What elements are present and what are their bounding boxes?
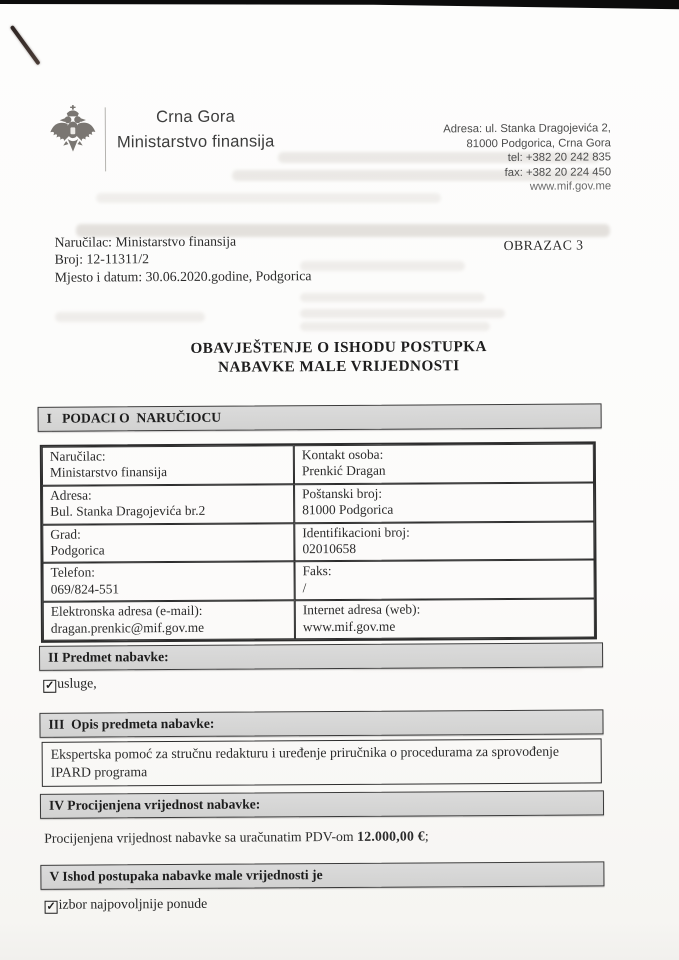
cell-label: Poštanski broj: <box>302 485 383 502</box>
cell-value: Prenkić Dragan <box>301 463 386 479</box>
meta-narucilac: Naručilac: Ministarstvo finansija <box>54 233 237 250</box>
section-heading-podaci-o-naruciocu: I PODACI O NARUČIOCU <box>38 403 602 431</box>
contact-address-line: Adresa: ul. Stanka Dragojevića 2, <box>443 122 611 136</box>
section-heading-opis-predmeta: III Opis predmeta nabavke: <box>39 709 603 737</box>
cell-postanski-broj <box>294 482 594 523</box>
subject-description-box: Ekspertska pomoć za stručnu redakturu i uređenje priručnika o procedurama za sprovođenje IPARD programa <box>42 738 602 786</box>
section-heading-predmet-nabavke: II Predmet nabavke: <box>39 642 603 670</box>
title-line-2: NABAVKE MALE VRIJEDNOSTI <box>218 357 460 376</box>
cell-label: Telefon: <box>50 564 96 581</box>
document-title <box>0 336 678 378</box>
cell-grad <box>42 523 294 563</box>
title-line-1: OBAVJEŠTENJE O ISHODU POSTUPKA <box>190 338 487 357</box>
cell-label: Grad: <box>50 526 81 542</box>
cell-value: Podgorica <box>50 542 105 558</box>
org-ministry: Ministarstvo finansija <box>116 132 275 152</box>
cell-label: Internet adresa (web): <box>302 601 421 618</box>
estimated-value-line <box>44 828 429 846</box>
procurement-subject-option <box>43 675 97 692</box>
checked-checkbox-icon: ✓ <box>45 679 55 692</box>
cell-value: 02010658 <box>302 540 357 557</box>
document-meta <box>54 232 311 285</box>
cell-label: Identifikacioni broj: <box>302 524 410 540</box>
meta-broj: Broj: 12-11311/2 <box>54 251 150 268</box>
contact-website: www.mif.gov.me <box>529 180 612 194</box>
cell-value: / <box>302 580 307 596</box>
cell-label: Faks: <box>302 563 332 579</box>
contact-tel: tel: +382 20 242 835 <box>507 151 612 165</box>
letterhead-contact <box>443 121 611 195</box>
option-label-usluge: usluge, <box>57 675 97 691</box>
cell-label: Kontakt osoba: <box>301 446 384 463</box>
org-country: Crna Gora <box>156 107 236 127</box>
cell-adresa <box>42 484 294 524</box>
cell-faks <box>294 560 594 601</box>
cell-email <box>43 601 295 641</box>
contact-city-line: 81000 Podgorica, Crna Gora <box>466 136 611 150</box>
estimated-value-amount: 12.000,00 € <box>357 828 425 844</box>
cell-value: Ministarstvo finansija <box>49 464 168 481</box>
contact-fax: fax: +382 20 224 450 <box>504 166 612 179</box>
cell-value: dragan.prenkic@mif.gov.me <box>50 619 205 636</box>
form-code-label: OBRAZAC 3 <box>503 237 584 253</box>
buyer-info-table <box>40 441 597 642</box>
cell-value: www.mif.gov.me <box>302 618 396 634</box>
cell-narucilac <box>42 445 294 485</box>
cell-label: Naručilac: <box>49 448 106 464</box>
section-heading-procijenjena-vrijednost: IV Procijenjena vrijednost nabavke: <box>40 790 604 818</box>
meta-mjesto-datum: Mjesto i datum: 30.06.2020.godine, Podgorica <box>54 267 312 285</box>
estimated-value-suffix: ; <box>424 828 429 844</box>
letterhead-divider <box>105 107 106 171</box>
coat-of-arms-icon <box>49 103 97 163</box>
cell-web <box>295 599 595 640</box>
cell-value: 81000 Podgorica <box>302 501 394 518</box>
cell-identifikacioni-broj <box>294 521 594 562</box>
cell-kontakt-osoba <box>294 443 594 484</box>
checked-checkbox-icon: ✓ <box>46 900 56 913</box>
cell-telefon <box>43 562 295 602</box>
estimated-value-text: Procijenjena vrijednost nabavke sa uračunatim PDV-om <box>44 828 358 846</box>
section-heading-ishod-postupka: V Ishod postupaka nabavke male vrijednosti je <box>40 861 604 889</box>
cell-value: Bul. Stanka Dragojevića br.2 <box>50 503 206 519</box>
letterhead-org <box>117 104 275 155</box>
procedure-outcome-option <box>45 896 208 914</box>
cell-label: Adresa: <box>50 487 92 503</box>
option-label-izbor: izbor najpovoljnije ponude <box>58 895 208 912</box>
cell-value: 069/824-551 <box>50 581 120 597</box>
cell-label: Elektronska adresa (e-mail): <box>50 603 203 620</box>
